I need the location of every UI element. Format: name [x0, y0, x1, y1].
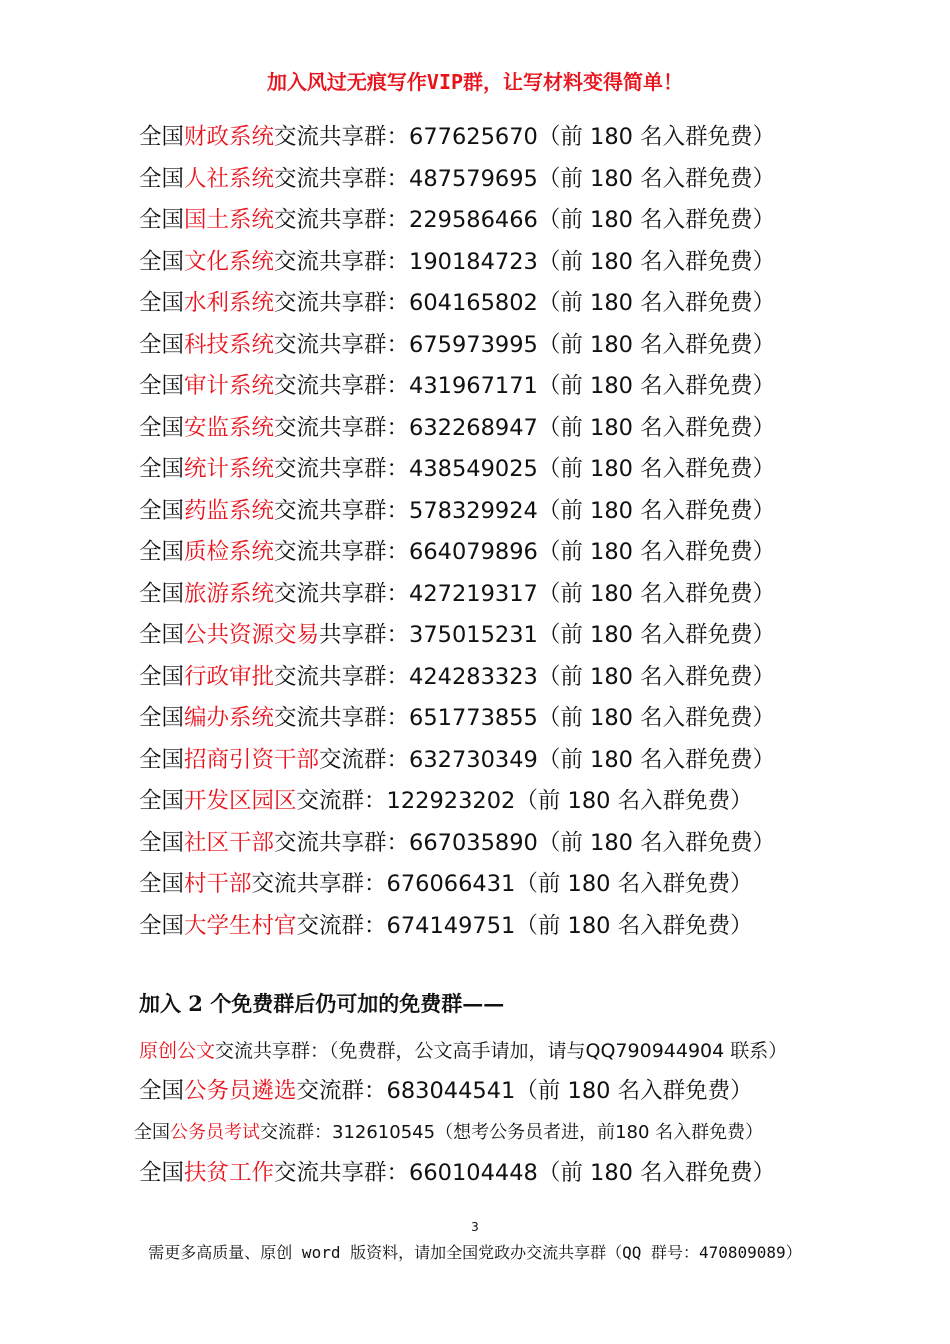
group-name: 开发区园区: [184, 788, 297, 814]
group-name: 村干部: [184, 871, 252, 897]
group-line: 全国大学生村官交流群：674149751（前 180 名入群免费）: [139, 913, 753, 939]
group-name: 人社系统: [184, 166, 275, 192]
group-line: 全国旅游系统交流共享群：427219317（前 180 名入群免费）: [139, 581, 776, 607]
group-line: 全国人社系统交流共享群：487579695（前 180 名入群免费）: [139, 166, 776, 192]
group-name: 水利系统: [184, 290, 275, 316]
group-name: 国土系统: [184, 207, 275, 233]
group-line: 全国安监系统交流共享群：632268947（前 180 名入群免费）: [139, 415, 776, 441]
group-name: 文化系统: [184, 249, 275, 275]
group-line: 全国公共资源交易共享群：375015231（前 180 名入群免费）: [139, 622, 776, 648]
group-name: 公务员考试: [170, 1122, 260, 1143]
group-line: 全国编办系统交流共享群：651773855（前 180 名入群免费）: [139, 705, 776, 731]
group-line: 全国审计系统交流共享群：431967171（前 180 名入群免费）: [139, 373, 776, 399]
group-name: 原创公文: [139, 1040, 216, 1062]
group-line: 全国公务员考试交流群：312610545（想考公务员者进，前180 名入群免费）: [134, 1122, 764, 1143]
group-name: 质检系统: [184, 539, 275, 565]
group-name: 安监系统: [184, 415, 275, 441]
group-line: 全国开发区园区交流群：122923202（前 180 名入群免费）: [139, 788, 753, 814]
group-line: 全国文化系统交流共享群：190184723（前 180 名入群免费）: [139, 249, 776, 275]
group-name: 大学生村官: [184, 913, 297, 939]
promo-header: 加入风过无痕写作VIP群，让写材料变得简单！: [266, 70, 684, 94]
group-name: 公共资源交易: [184, 622, 320, 648]
group-name: 审计系统: [184, 373, 275, 399]
group-line: 全国社区干部交流共享群：667035890（前 180 名入群免费）: [139, 830, 776, 856]
group-line: 全国水利系统交流共享群：604165802（前 180 名入群免费）: [139, 290, 776, 316]
group-name: 财政系统: [184, 124, 275, 150]
group-line: 全国公务员遴选交流群：683044541（前 180 名入群免费）: [139, 1078, 753, 1104]
group-line: 全国药监系统交流共享群：578329924（前 180 名入群免费）: [139, 498, 776, 524]
group-line: 全国扶贫工作交流共享群：660104448（前 180 名入群免费）: [139, 1160, 776, 1186]
footer-note: 需更多高质量、原创 word 版资料，请加全国党政办交流共享群（QQ 群号：470809089）: [148, 1243, 802, 1262]
group-name: 旅游系统: [184, 581, 275, 607]
group-line: 全国行政审批交流共享群：424283323（前 180 名入群免费）: [139, 664, 776, 690]
group-line: 全国招商引资干部交流群：632730349（前 180 名入群免费）: [139, 747, 776, 773]
group-line: 原创公文交流共享群：（免费群，公文高手请加，请与QQ790944904 联系）: [139, 1040, 788, 1062]
group-name: 行政审批: [184, 664, 275, 690]
group-name: 社区干部: [184, 830, 275, 856]
group-line: 全国统计系统交流共享群：438549025（前 180 名入群免费）: [139, 456, 776, 482]
group-line: 全国质检系统交流共享群：664079896（前 180 名入群免费）: [139, 539, 776, 565]
group-name: 科技系统: [184, 332, 275, 358]
group-name: 招商引资干部: [184, 747, 320, 773]
group-name: 药监系统: [184, 498, 275, 524]
group-name: 编办系统: [184, 705, 275, 731]
group-name: 扶贫工作: [184, 1160, 275, 1186]
page-number: 3: [471, 1220, 479, 1234]
extra-groups-heading: 加入 2 个免费群后仍可加的免费群——: [139, 991, 505, 1016]
group-line: 全国国土系统交流共享群：229586466（前 180 名入群免费）: [139, 207, 776, 233]
group-line: 全国村干部交流共享群：676066431（前 180 名入群免费）: [139, 871, 753, 897]
group-line: 全国科技系统交流共享群：675973995（前 180 名入群免费）: [139, 332, 776, 358]
group-name: 公务员遴选: [184, 1078, 297, 1104]
group-line: 全国财政系统交流共享群：677625670（前 180 名入群免费）: [139, 124, 776, 150]
group-name: 统计系统: [184, 456, 275, 482]
